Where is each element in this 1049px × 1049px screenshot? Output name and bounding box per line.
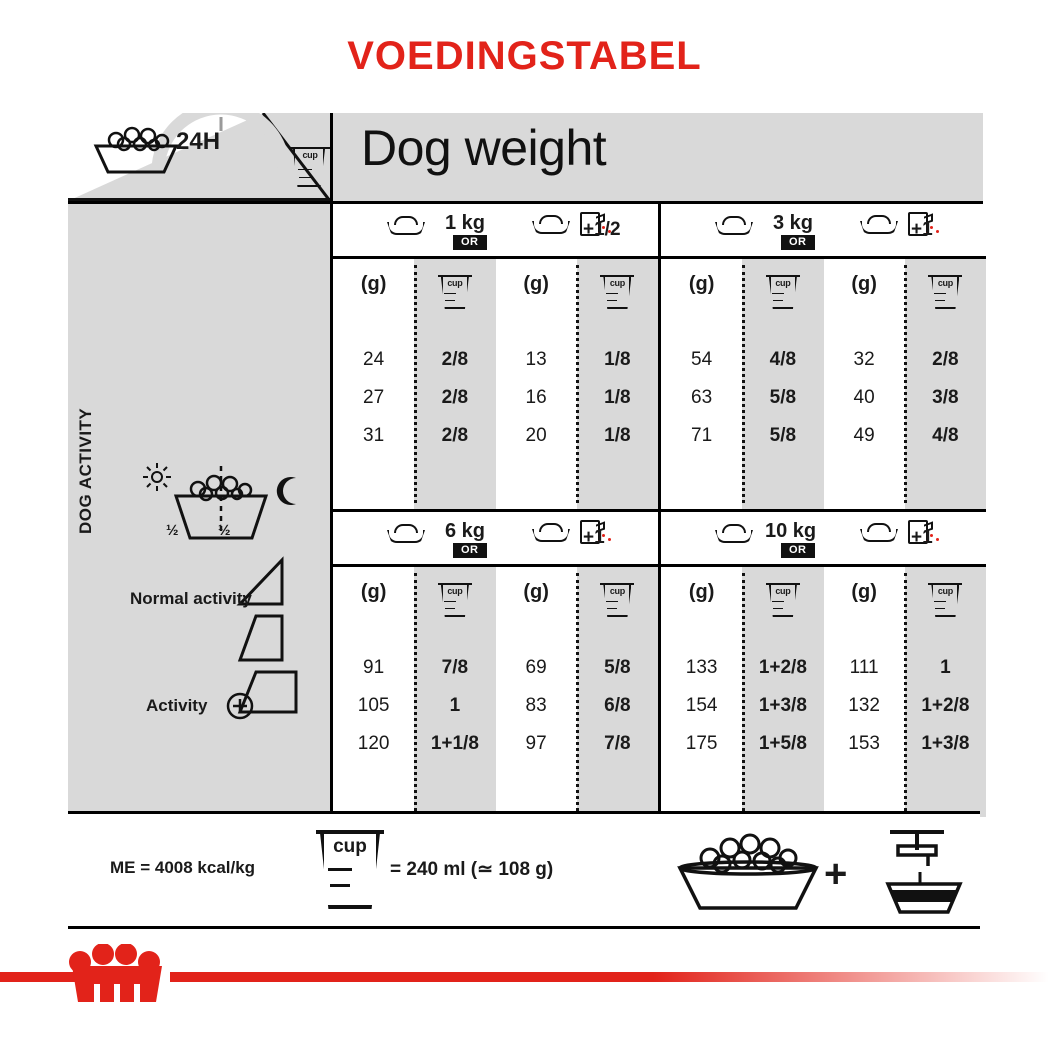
column-separator [576, 573, 579, 811]
cell-value: 175 [685, 733, 718, 754]
brand-bar-right [170, 972, 1049, 982]
cell-value: 4/8 [769, 349, 797, 370]
value-columns [333, 567, 658, 817]
bowl-icon [711, 524, 757, 544]
cup-icon [600, 581, 634, 621]
column-grams [333, 567, 414, 817]
table-header [68, 113, 980, 201]
cell-value: 5/8 [769, 425, 797, 446]
water-faucet-icon [868, 822, 978, 918]
cell-value: 16 [525, 387, 547, 408]
cell-value: 1+3/8 [758, 695, 807, 716]
data-area [330, 201, 983, 814]
cup-icon-label: cup [609, 586, 625, 596]
value-columns [661, 259, 986, 509]
column-separator [742, 573, 745, 811]
cell-value: 133 [685, 657, 718, 678]
cup-icon-label: cup [937, 586, 953, 596]
cup-icon-label: cup [447, 278, 463, 288]
cell-value: 1 [449, 695, 461, 716]
cell-value: 2/8 [441, 387, 469, 408]
column-separator [904, 265, 907, 503]
bowl-icon [528, 215, 574, 235]
cell-value: 54 [691, 349, 713, 370]
cup-icon [290, 145, 330, 191]
plus-label: +1 [583, 527, 605, 548]
cup-icon [766, 273, 800, 313]
bowl-icon [90, 120, 182, 176]
cup-icon [438, 581, 472, 621]
plus-label: +1 [911, 527, 933, 548]
hours-label: 24H [176, 128, 221, 155]
cell-value: 49 [853, 425, 875, 446]
weight-header [661, 512, 986, 567]
cup-icon [438, 273, 472, 313]
cup-icon [928, 273, 962, 313]
unit-label: (g) [688, 581, 715, 603]
weight-label: 10 kg [765, 520, 817, 542]
plus-circle-icon [225, 691, 255, 721]
column-grams [824, 259, 905, 509]
cell-value: 1+1/8 [430, 733, 479, 754]
column-separator [414, 265, 417, 503]
normal-activity-label: Normal activity [130, 589, 252, 608]
cell-value: 120 [357, 733, 390, 754]
unit-label: (g) [360, 273, 387, 295]
cell-value: 91 [363, 657, 385, 678]
column-cups [742, 567, 823, 817]
weight-label: 6 kg [445, 520, 486, 542]
unit-label [905, 273, 986, 319]
weight-header [333, 512, 658, 567]
cell-value: 154 [685, 695, 718, 716]
cell-value: 97 [525, 733, 547, 754]
column-separator [904, 573, 907, 811]
plus-label: +1 [911, 219, 933, 240]
cup-icon-label: cup [609, 278, 625, 288]
bowl-half-left-label: ½ [166, 522, 179, 539]
activity-plus-label: Activity [146, 696, 208, 715]
weight-block-1kg [333, 204, 658, 509]
cell-value: 1+5/8 [758, 733, 807, 754]
bowl-icon [383, 524, 429, 544]
cup-icon-label: cup [775, 278, 791, 288]
cell-value: 6/8 [604, 695, 631, 716]
bowl-icon-wrap [711, 216, 757, 236]
cup-icon-label: cup [447, 586, 463, 596]
weight-block-10kg [658, 509, 986, 817]
plus-label: +1/2 [583, 219, 621, 240]
column-cups [905, 259, 986, 509]
value-columns [333, 259, 658, 509]
cell-value: 1+2/8 [921, 695, 970, 716]
cell-value: 1/8 [604, 349, 631, 370]
column-grams [333, 259, 414, 509]
cell-value: 105 [357, 695, 390, 716]
unit-label: (g) [688, 273, 715, 295]
cell-value: 69 [525, 657, 547, 678]
cell-value: 1+2/8 [758, 657, 807, 678]
unit-label: (g) [851, 581, 877, 603]
cell-value: 153 [848, 733, 880, 754]
column-grams [496, 567, 577, 817]
column-grams [824, 567, 905, 817]
cell-value: 1+3/8 [921, 733, 970, 754]
bowl-icon-wrap [711, 524, 757, 544]
or-badge: OR [453, 543, 487, 558]
cup-icon [928, 581, 962, 621]
cell-value: 63 [691, 387, 713, 408]
cell-value: 3/8 [932, 387, 959, 408]
or-badge: OR [453, 235, 487, 250]
cell-value: 71 [691, 425, 713, 446]
cell-value: 24 [363, 349, 385, 370]
cell-value: 7/8 [441, 657, 469, 678]
cell-value: 83 [525, 695, 547, 716]
or-badge: OR [781, 235, 815, 250]
cell-value: 7/8 [604, 733, 631, 754]
weight-label: 3 kg [773, 212, 814, 234]
weight-header [661, 204, 986, 259]
cup-icon-label: cup [937, 278, 953, 288]
unit-label [742, 581, 823, 627]
cup-equivalence-label: = 240 ml (≃ 108 g) [390, 859, 554, 880]
column-grams [496, 259, 577, 509]
cell-value: 1 [940, 657, 951, 678]
bowl-half-right-label: ½ [218, 522, 231, 539]
unit-label [577, 273, 658, 319]
dog-weight-label: Dog weight [361, 120, 607, 176]
cell-value: 13 [525, 349, 547, 370]
cell-value: 20 [525, 425, 547, 446]
column-cups [742, 259, 823, 509]
unit-label [742, 273, 823, 319]
cell-value: 2/8 [441, 425, 469, 446]
cell-value: 5/8 [769, 387, 797, 408]
column-separator [414, 573, 417, 811]
column-cups [577, 259, 658, 509]
unit-label: (g) [523, 581, 549, 603]
cup-icon-label: cup [333, 836, 367, 857]
unit-label [577, 581, 658, 627]
activity-panel [68, 201, 330, 814]
dog-activity-label: DOG ACTIVITY [76, 407, 95, 534]
cell-value: 111 [849, 657, 879, 678]
food-bowl-icon [668, 824, 828, 916]
cup-icon [766, 581, 800, 621]
bowl-icon-wrap [383, 524, 429, 544]
cell-value: 2/8 [932, 349, 959, 370]
value-columns [661, 567, 986, 817]
column-cups [905, 567, 986, 817]
unit-label: (g) [360, 581, 387, 603]
unit-label [414, 273, 495, 319]
royal-canin-crown-logo [66, 944, 170, 1014]
cell-value: 27 [363, 387, 385, 408]
cell-value: 32 [853, 349, 875, 370]
feeding-table [68, 113, 980, 923]
weight-block-3kg [658, 204, 986, 509]
cell-value: 31 [363, 425, 385, 446]
cell-value: 40 [853, 387, 875, 408]
weight-block-6kg [333, 509, 658, 817]
column-cups [577, 567, 658, 817]
metabolizable-energy-label: ME = 4008 kcal/kg [110, 858, 256, 877]
cell-value: 5/8 [604, 657, 631, 678]
column-cups [414, 567, 495, 817]
table-footer [68, 811, 980, 929]
column-cups [414, 259, 495, 509]
bowl-icon [383, 216, 429, 236]
bowl-icon [711, 216, 757, 236]
unit-label: (g) [851, 273, 877, 295]
cell-value: 132 [848, 695, 880, 716]
bowl-icon [856, 523, 902, 543]
cup-icon-label: cup [302, 150, 318, 160]
bowl-icon [528, 523, 574, 543]
bowl-icon [856, 215, 902, 235]
dog-weight-header [330, 113, 983, 201]
header-left-icons [68, 113, 330, 201]
cup-icon [600, 273, 634, 313]
weight-header [333, 204, 658, 259]
cell-value: 1/8 [604, 387, 631, 408]
column-grams [661, 259, 742, 509]
cell-value: 1/8 [604, 425, 631, 446]
column-separator [742, 265, 745, 503]
cell-value: 2/8 [441, 349, 469, 370]
column-separator [576, 265, 579, 503]
cell-value: 4/8 [932, 425, 959, 446]
plus-sign: + [824, 852, 848, 896]
bowl-icon-wrap [383, 216, 429, 236]
column-grams [661, 567, 742, 817]
weight-label: 1 kg [445, 212, 486, 234]
or-badge: OR [781, 543, 815, 558]
page-title: VOEDINGSTABEL [347, 34, 702, 78]
unit-label: (g) [523, 273, 549, 295]
cup-icon-label: cup [775, 586, 791, 596]
unit-label [414, 581, 495, 627]
unit-label [905, 581, 986, 627]
moon-icon [272, 474, 306, 508]
measuring-cup-icon [316, 830, 384, 912]
